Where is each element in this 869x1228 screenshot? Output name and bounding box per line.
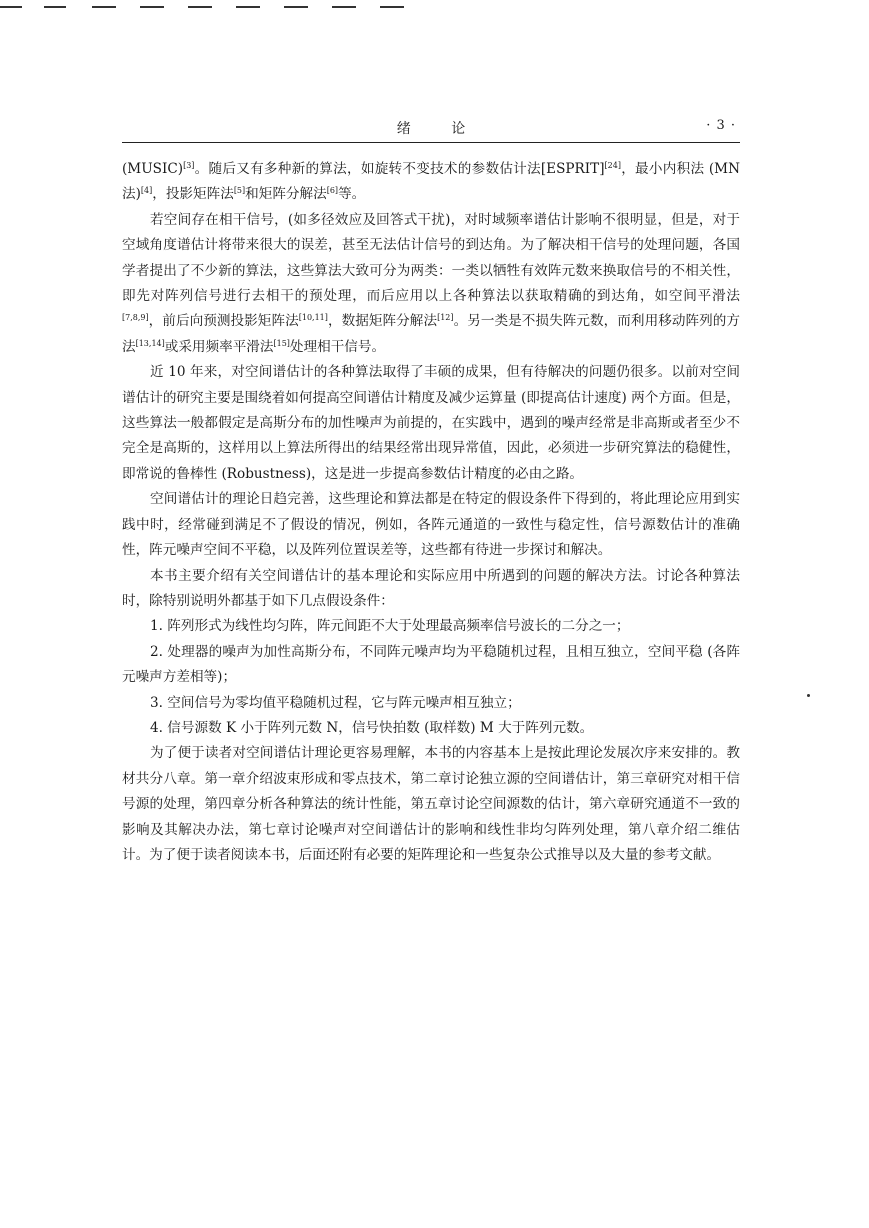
paragraph-4: 空间谱估计的理论日趋完善，这些理论和算法都是在特定的假设条件下得到的，将此理论应用到实践中时，经常碰到满足不了假设的情况，例如，各阵元通道的一致性与稳定性，信号源数估计的准确性，阵元噪声空间不平稳，以及阵列位置误差等，这些都有待进一步探讨和解决。	[122, 491, 740, 559]
assumption-item-3: 3. 空间信号为零均值平稳随机过程，它与阵元噪声相互独立；	[150, 694, 521, 711]
text-run: 或采用频率平滑法	[164, 338, 274, 355]
citation: [15]	[273, 338, 290, 348]
text-run: 等。	[338, 186, 366, 203]
citation: [7,8,9]	[122, 313, 149, 323]
citation: [13,14]	[135, 338, 165, 348]
paragraph-6: 为了便于读者对空间谱估计理论更容易理解，本书的内容基本上是按此理论发展次序来安排的。教材共分八章。第一章介绍波束形成和零点技术，第二章讨论独立源的空间谱估计，第三章研究对相干信号源的处理，第四章分析各种算法的统计性能，第五章讨论空间源数的估计，第六章研究通道不一致的影响及其解决办法，第七章讨论噪声对空间谱估计的影响和线性非均匀阵列处理，第八章介绍二维估计。为了便于读者阅读本书，后面还附有必要的矩阵理论和一些复杂公式推导以及大量的参考文献。	[122, 745, 740, 863]
text-run: 。随后又有多种新的算法，如旋转不变技术的参数估计法[ESPRIT]	[194, 161, 605, 177]
citation: [24]	[604, 161, 621, 170]
assumption-item-2: 2. 处理器的噪声为加性高斯分布，不同阵元噪声均为平稳随机过程，且相互独立，空间平稳 (各阵元噪声方差相等)；	[122, 643, 740, 686]
body-text	[122, 157, 740, 868]
page-number: · 3 ·	[706, 118, 736, 133]
paragraph-2	[122, 208, 740, 360]
text-run: ，最小内积法 (MN 法)	[122, 161, 740, 203]
assumption-item-1: 1. 阵列形式为线性均匀阵，阵元间距不大于处理最高频率信号波长的二分之一；	[150, 618, 630, 635]
chapter-title: 绪 论	[396, 121, 484, 137]
citation: [12]	[437, 313, 454, 323]
citation: [6]	[326, 186, 339, 196]
running-header	[122, 118, 740, 140]
text-run: ，数据矩阵分解法	[327, 313, 438, 330]
citation: [5]	[233, 186, 246, 196]
text-run: 处理相干信号。	[289, 338, 386, 355]
text-run: 。另一类是不损失阵元数，而利用移动阵列的方法	[122, 313, 741, 355]
text-run: 和矩阵分解法	[245, 186, 327, 203]
citation: [3]	[183, 161, 195, 170]
citation: [10,11]	[298, 313, 328, 323]
text-run: ，前后向预测投影矩阵法	[148, 313, 299, 330]
header-rule	[122, 142, 740, 143]
text-run: 若空间存在相干信号，(如多径效应及回答式干扰)，对时域频率谱估计影响不很明显，但是，对于空域角度谱估计将带来很大的误差，甚至无法估计信号的到达角。为了解决相干信号的处理问题，各国学者提出了不少新的算法，这些算法大致可分为两类：一类以牺牲有效阵元数来换取信号的不相关性，即先对阵列信号进行去相干的预处理，而后应用以上各种算法以获取精确的到达角，如空间平滑法	[122, 211, 740, 305]
paragraph-5: 本书主要介绍有关空间谱估计的基本理论和实际应用中所遇到的问题的解决方法。讨论各种算法时，除特别说明外都基于如下几点假设条件：	[122, 567, 740, 609]
text-run: (MUSIC)	[122, 161, 184, 177]
paragraph-1	[122, 157, 740, 208]
scan-edge-marks	[0, 0, 869, 12]
text-run: ，投影矩阵法	[152, 186, 234, 203]
assumption-item-4: 4. 信号源数 K 小于阵列元数 N，信号快拍数 (取样数) M 大于阵列元数。	[150, 719, 594, 736]
paragraph-3: 近 10 年来，对空间谱估计的各种算法取得了丰硕的成果，但有待解决的问题仍很多。以前对空间谱估计的研究主要是围绕着如何提高空间谱估计精度及减少运算量 (即提高估计速度) 两个方面。但是，这些算法一般都假定是高斯分布的加性噪声为前提的，在实践中，遇到的噪声经常是非高斯或者至少不完全是高斯的，这样用以上算法所得出的结果经常出现异常值，因此，必须进一步研究算法的稳健性，即常说的鲁棒性 (Robustness)，这是进一步提高参数估计精度的必由之路。	[122, 364, 740, 482]
scan-speck	[807, 694, 810, 697]
citation: [4]	[140, 186, 153, 196]
